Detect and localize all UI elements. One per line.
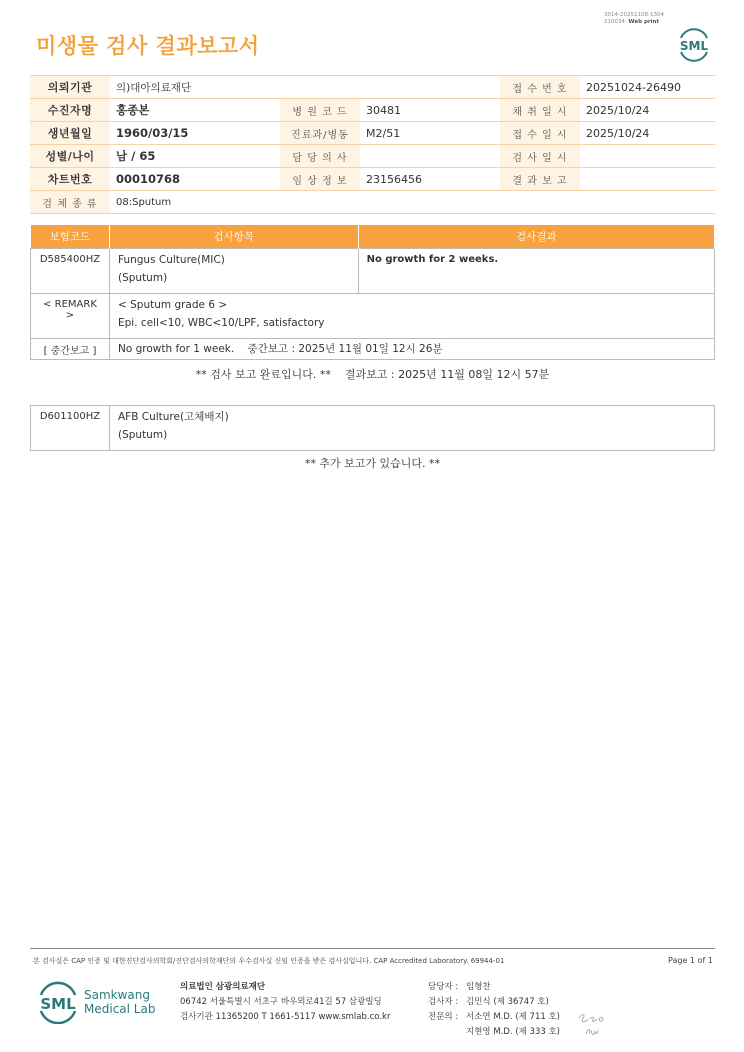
- institution-name: 의료법인 삼광의료재단: [180, 982, 266, 992]
- info-row: [30, 191, 715, 214]
- table-row: [31, 293, 715, 338]
- report-code-line2: 210034: [604, 19, 625, 25]
- info-label: 수진자명: [30, 99, 110, 122]
- info-row: [30, 76, 715, 99]
- info-label: 의뢰기관: [30, 76, 110, 99]
- staff-row: [428, 980, 560, 995]
- report-code-line1: 3014-20251108-1304: [604, 12, 664, 18]
- info-label: 차트번호: [30, 168, 110, 191]
- table-row: [31, 338, 715, 359]
- info-value: [580, 145, 715, 168]
- info-value: [580, 168, 715, 191]
- info-row: [30, 122, 715, 145]
- table-row: [31, 248, 715, 293]
- test-result: No growth for 2 weeks.: [366, 253, 499, 265]
- result-header-row: [31, 225, 715, 248]
- brand-line: Medical Lab: [84, 1002, 156, 1016]
- result-table: [30, 225, 715, 360]
- staff-role: 담당자 :: [428, 982, 459, 992]
- info-value: 의)대아의료재단: [110, 76, 500, 99]
- info-row: [30, 145, 715, 168]
- staff-list: [428, 980, 560, 1040]
- info-row: [30, 168, 715, 191]
- test-item-specimen: (Sputum): [117, 429, 168, 441]
- test-item-name: Fungus Culture(MIC): [117, 253, 225, 266]
- info-value: 20251024-26490: [580, 76, 715, 99]
- chart-number: 00010768: [110, 168, 280, 191]
- info-label: 병 원 코 드: [280, 99, 360, 122]
- test-item-name: AFB Culture(고체배지): [117, 411, 229, 423]
- footer-divider: [30, 948, 715, 949]
- remark-line: < Sputum grade 6 >: [117, 298, 228, 311]
- info-label: 접 수 일 시: [500, 122, 580, 145]
- institution-info: [180, 980, 390, 1025]
- institution-contact: 검사기관 11365200 T 1661-5117 www.smlab.co.kr: [180, 1012, 391, 1022]
- page-title: 미생물 검사 결과보고서: [36, 34, 260, 58]
- page-number: Page 1 of 1: [668, 956, 713, 965]
- brand-line: Samkwang: [84, 988, 150, 1002]
- info-label: 진료과/병동: [280, 122, 360, 145]
- info-value: 30481: [360, 99, 500, 122]
- staff-role: 전문의 :: [428, 1012, 459, 1022]
- signature-icon: [576, 1010, 608, 1040]
- info-value: 2025/10/24: [580, 122, 715, 145]
- info-label: 임 상 정 보: [280, 168, 360, 191]
- info-label: 성별/나이: [30, 145, 110, 168]
- info-value: M2/51: [360, 122, 500, 145]
- staff-name: 임형찬: [466, 982, 491, 992]
- interim-text: No growth for 1 week. 중간보고 : 2025년 11월 01일 12시 26분: [117, 342, 443, 355]
- header-code: 보험코드: [31, 225, 110, 248]
- info-label: 접 수 번 호: [500, 76, 580, 99]
- staff-name: 지현영 M.D. (제 333 호): [466, 1027, 561, 1037]
- info-value: 23156456: [360, 168, 500, 191]
- info-label: 채 취 일 시: [500, 99, 580, 122]
- sml-footer-logo-icon: [36, 980, 80, 1024]
- brand-name: [84, 988, 155, 1016]
- info-label: 검 사 일 시: [500, 145, 580, 168]
- birth-date: 1960/03/15: [110, 122, 280, 145]
- info-label: 담 당 의 사: [280, 145, 360, 168]
- staff-name: 서소연 M.D. (제 711 호): [466, 1012, 561, 1022]
- staff-row: [428, 1010, 560, 1025]
- afb-table: [30, 405, 715, 451]
- staff-row: [428, 995, 560, 1010]
- sex-age: 남 / 65: [110, 145, 280, 168]
- patient-info-table: [30, 75, 715, 214]
- sml-logo-icon: [675, 26, 713, 62]
- info-value: [360, 145, 500, 168]
- header-item: 검사항목: [109, 225, 358, 248]
- test-item-specimen: (Sputum): [117, 271, 168, 284]
- report-complete-note: ** 검사 보고 완료입니다. ** 결과보고 : 2025년 11월 08일 12시 57분: [195, 368, 550, 381]
- sml-logo-text: SML: [679, 39, 709, 53]
- patient-name: 홍종본: [110, 99, 280, 122]
- info-row: [30, 99, 715, 122]
- remark-line: Epi. cell<10, WBC<10/LPF, satisfactory: [117, 316, 325, 329]
- additional-report-note: ** 추가 보고가 있습니다. **: [304, 457, 441, 470]
- insurance-code: D601100HZ: [31, 406, 110, 451]
- web-print-label: Web print: [628, 19, 660, 25]
- remark-label: < REMARK >: [31, 293, 110, 338]
- interim-label: [ 중간보고 ]: [31, 338, 110, 359]
- certification-text: 본 검사실은 CAP 인증 및 대한진단검사의학회/진단검사의학재단의 우수검사실 신임 인증을 받은 검사실입니다. CAP Accredited Laboratory. 69944-01: [33, 957, 505, 965]
- header-result: 검사결과: [358, 225, 714, 248]
- info-value: 2025/10/24: [580, 99, 715, 122]
- staff-role: 검사자 :: [428, 997, 459, 1007]
- info-label: 생년월일: [30, 122, 110, 145]
- sml-footer-logo-text: SML: [40, 995, 76, 1013]
- institution-address: 06742 서울특별시 서초구 바우뫼로41길 57 삼광빌딩: [180, 997, 382, 1007]
- report-code: [604, 12, 664, 26]
- insurance-code: D585400HZ: [31, 248, 110, 293]
- info-label: 검 체 종 류: [30, 191, 110, 214]
- staff-name: 김민식 (제 36747 호): [466, 997, 549, 1007]
- staff-row: [428, 1025, 560, 1040]
- info-label: 결 과 보 고: [500, 168, 580, 191]
- table-row: [31, 406, 715, 451]
- specimen-type: 08:Sputum: [110, 191, 715, 214]
